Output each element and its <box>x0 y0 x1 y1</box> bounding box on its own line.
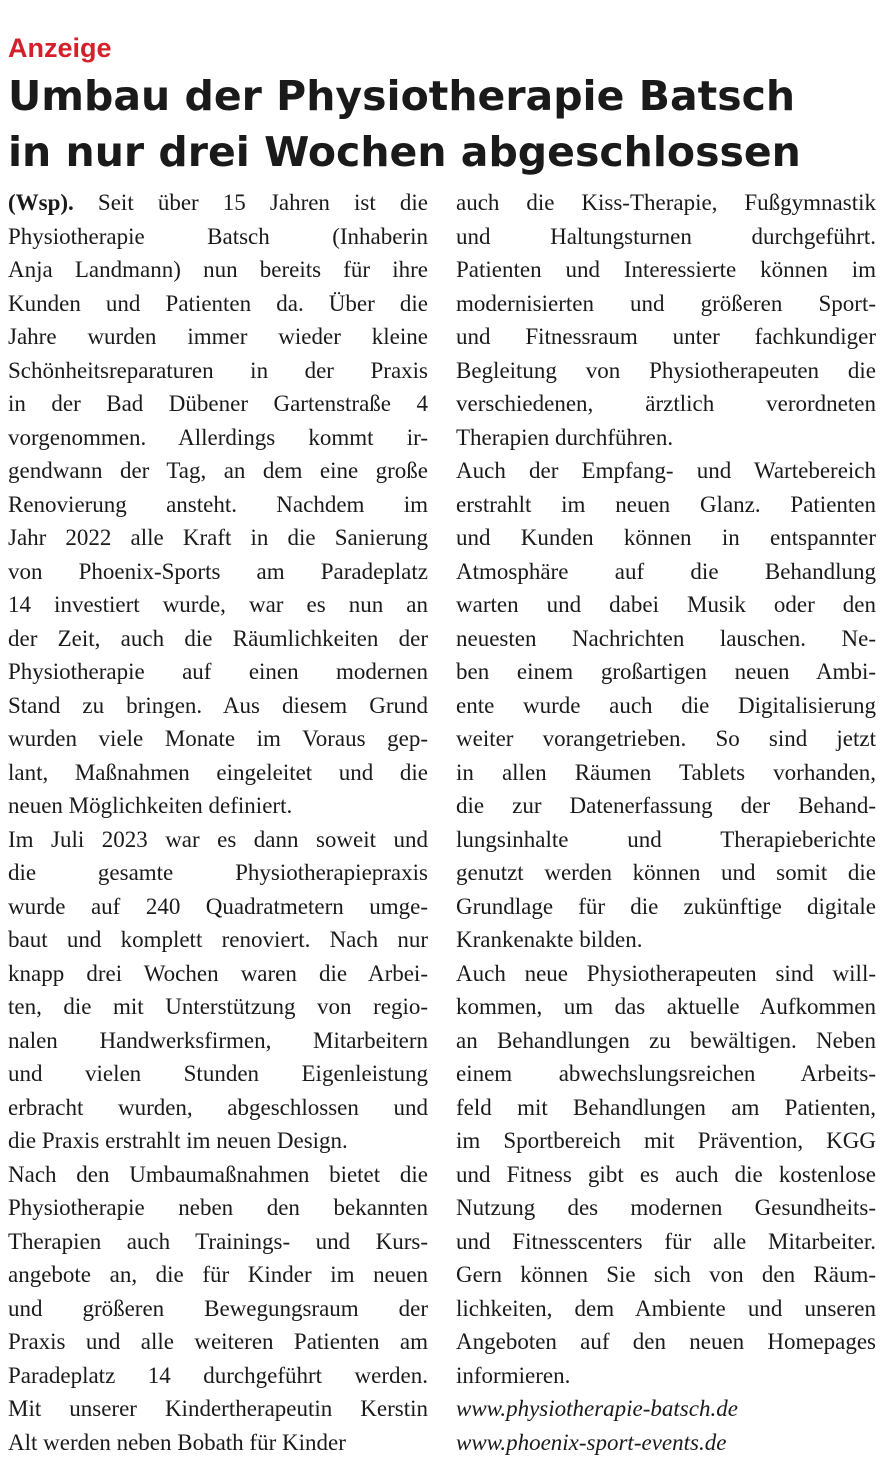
text-line: in der Bad Dübener Gartenstraße 4 <box>8 391 428 416</box>
text-line: Nach den Umbaumaßnahmen bietet die <box>8 1161 428 1187</box>
text-line: warten und dabei Musik oder den <box>456 592 876 617</box>
text-line: lant, Maßnahmen eingeleitet und die <box>8 759 428 785</box>
text-line: Gern können Sie sich von den Räum- <box>456 1262 876 1287</box>
text-line: Therapien durchführen. <box>456 424 674 450</box>
text-line: und Fitnesscenters für alle Mitarbeiter. <box>456 1228 876 1254</box>
ad-label: Anzeige <box>8 33 112 63</box>
column-left <box>8 186 428 1459</box>
byline-lead: (Wsp). <box>8 190 74 215</box>
text-line: Patienten und Interessierte können im <box>456 257 876 282</box>
text-line: neuesten Nachrichten lauschen. Ne- <box>456 625 876 651</box>
paragraph-5 <box>456 454 876 957</box>
text-line: Atmosphäre auf die Behandlung <box>456 558 876 584</box>
text-line: auch die Kiss-Therapie, Fußgymnastik <box>456 190 876 215</box>
text-line: Angeboten auf den neuen Homepages <box>456 1329 876 1354</box>
text-line: (Wsp). Seit über 15 Jahren ist die <box>8 190 428 215</box>
text-line: Krankenakte bilden. <box>456 927 643 952</box>
text-line: baut und komplett renoviert. Nach nur <box>8 927 428 952</box>
text-line: Therapien auch Trainings- und Kurs- <box>8 1228 428 1254</box>
text-line: Mit unserer Kindertherapeutin Kerstin <box>8 1396 428 1421</box>
text-line: gendwann der Tag, an dem eine große <box>8 458 428 483</box>
paragraph-2 <box>8 823 428 1158</box>
text-line: und Fitness gibt es auch die kostenlose <box>456 1161 876 1187</box>
headline <box>8 68 876 180</box>
text-line: vorgenommen. Allerdings kommt ir- <box>8 424 428 450</box>
text-line: Begleitung von Physiotherapeuten die <box>456 357 876 383</box>
text-line: und vielen Stunden Eigenleistung <box>8 1061 428 1086</box>
text-line: verschiedenen, ärztlich verordneten <box>456 391 876 416</box>
text-line: Jahr 2022 alle Kraft in die Sanierung <box>8 525 428 550</box>
text-line: Jahre wurden immer wieder kleine <box>8 324 428 349</box>
paragraph-6 <box>456 957 876 1393</box>
text-line: knapp drei Wochen waren die Arbei- <box>8 960 428 986</box>
website-link-phoenix[interactable]: www.phoenix-sport-events.de <box>456 1429 727 1455</box>
text-line: informieren. <box>456 1362 571 1388</box>
text-line: wurden viele Monate im Voraus gep- <box>8 726 428 751</box>
text-line: im Sportbereich mit Prävention, KGG <box>456 1128 876 1153</box>
text-line: nalen Handwerksfirmen, Mitarbeitern <box>8 1027 428 1053</box>
text-line: Schönheitsreparaturen in der Praxis <box>8 357 428 383</box>
text-line: Anja Landmann) nun bereits für ihre <box>8 257 428 282</box>
paragraph-4 <box>456 186 876 454</box>
text-line: ben einem großartigen neuen Ambi- <box>456 659 876 684</box>
text-line: ten, die mit Unterstützung von regio- <box>8 994 428 1019</box>
column-right <box>456 186 876 1459</box>
text-line: und Fitnessraum unter fachkundiger <box>456 324 876 349</box>
headline-line-1: Umbau der Physiotherapie Batsch <box>8 72 796 120</box>
text-line: Renovierung ansteht. Nachdem im <box>8 491 428 517</box>
paragraph-3 <box>8 1158 428 1460</box>
text-line: Physiotherapie neben den bekannten <box>8 1195 428 1220</box>
text-line: modernisierten und größeren Sport- <box>456 290 876 316</box>
text-line: die zur Datenerfassung der Behand- <box>456 793 876 818</box>
text-line: erstrahlt im neuen Glanz. Patienten <box>456 491 876 517</box>
text-line: Alt werden neben Bobath für Kinder <box>8 1429 346 1455</box>
text-line: an Behandlungen zu bewältigen. Neben <box>456 1027 876 1053</box>
text-line: einem abwechslungsreichen Arbeits- <box>456 1061 876 1086</box>
text-line: und Kunden können in entspannter <box>456 525 876 550</box>
text-line: der Zeit, auch die Räumlichkeiten der <box>8 625 428 651</box>
article <box>8 30 876 1459</box>
text-line: lichkeiten, dem Ambiente und unseren <box>456 1295 876 1321</box>
text-line: neuen Möglichkeiten definiert. <box>8 793 293 818</box>
text-line: von Phoenix-Sports am Paradeplatz <box>8 558 428 584</box>
text-line: Stand zu bringen. Aus diesem Grund <box>8 692 428 718</box>
text-line: Paradeplatz 14 durchgeführt werden. <box>8 1362 428 1388</box>
text-line: und Haltungsturnen durchgeführt. <box>456 223 876 249</box>
text-line: und größeren Bewegungsraum der <box>8 1295 428 1321</box>
text-line: ente wurde auch die Digitalisierung <box>456 692 876 718</box>
text-line: Grundlage für die zukünftige digitale <box>456 893 876 919</box>
text-line: die Praxis erstrahlt im neuen Design. <box>8 1128 348 1153</box>
text-line: Auch neue Physiotherapeuten sind will- <box>456 960 876 986</box>
text-line: weiter vorangetrieben. So sind jetzt <box>456 726 876 751</box>
paragraph-1 <box>8 186 428 823</box>
text-line: Im Juli 2023 war es dann soweit und <box>8 826 428 852</box>
website-link-physiotherapie[interactable]: www.physiotherapie-batsch.de <box>456 1396 738 1421</box>
text-line: feld mit Behandlungen am Patienten, <box>456 1094 876 1120</box>
headline-line-2: in nur drei Wochen abgeschlossen <box>8 128 801 176</box>
text-line: Praxis und alle weiteren Patienten am <box>8 1329 428 1354</box>
text-line: Nutzung des modernen Gesundheits- <box>456 1195 876 1220</box>
text-line: die gesamte Physiotherapiepraxis <box>8 860 428 885</box>
text-line: lungsinhalte und Therapieberichte <box>456 826 876 852</box>
text-line: erbracht wurden, abgeschlossen und <box>8 1094 428 1120</box>
text-line: angebote an, die für Kinder im neuen <box>8 1262 428 1287</box>
text-line: 14 investiert wurde, war es nun an <box>8 592 428 617</box>
text-line: genutzt werden können und somit die <box>456 860 876 885</box>
text-line: wurde auf 240 Quadratmetern umge- <box>8 893 428 919</box>
text-line: in allen Räumen Tablets vorhanden, <box>456 759 876 785</box>
text-line: kommen, um das aktuelle Aufkommen <box>456 994 876 1019</box>
text-line: Auch der Empfang- und Wartebereich <box>456 458 876 483</box>
text-line: Physiotherapie auf einen modernen <box>8 659 428 684</box>
text-line: Physiotherapie Batsch (Inhaberin <box>8 223 428 249</box>
body-columns <box>8 186 876 1459</box>
text-line: Kunden und Patienten da. Über die <box>8 290 428 316</box>
